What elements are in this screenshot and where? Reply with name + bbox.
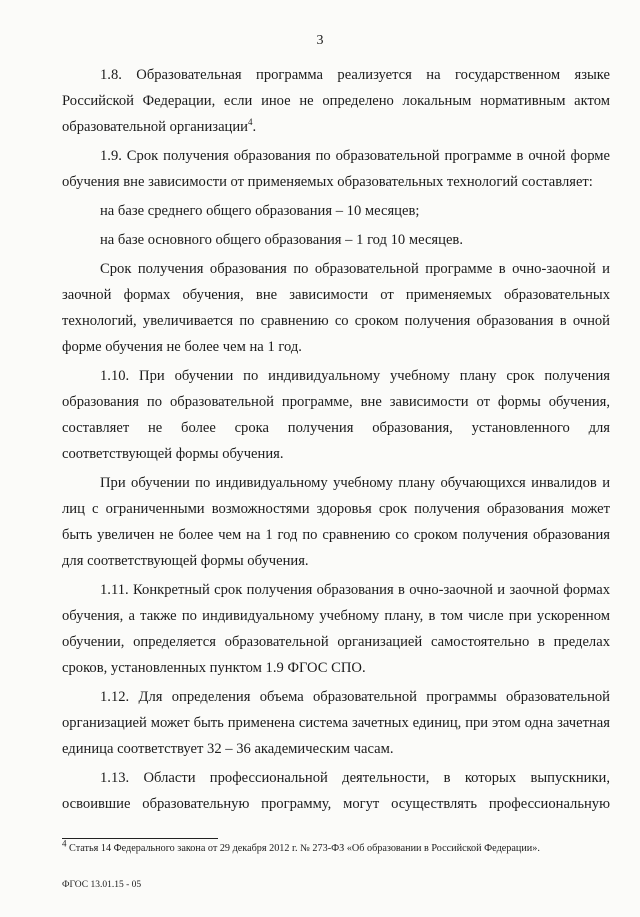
document-code: ФГОС 13.01.15 - 05 <box>62 880 142 890</box>
paragraph-term-secondary: на базе среднего общего образования – 10 месяцев; <box>100 203 420 219</box>
footnote-reference: 4 <box>247 117 253 128</box>
page-number: 3 <box>316 33 324 48</box>
paragraph-1-12: 1.12. Для определения объема образовательной программы образовательной организацией может быть применена система зачетных единиц, при этом одна зачетная единица соответствует 32 – 36 академическим часам. <box>62 689 610 757</box>
footnote-text: Статья 14 Федерального закона от 29 декабря 2012 г. № 273-ФЗ «Об образовании в Российской Федерации». <box>66 843 540 854</box>
paragraph-1-11: 1.11. Конкретный срок получения образования в очно-заочной и заочной формах обучения, а также по индивидуальному учебному плану, в том числе при ускоренном обучении, определяется образовательной организацией самостоятельно в пределах сроков, установленных пунктом 1.9 ФГОС СПО. <box>62 582 610 676</box>
paragraph-term-basic: на базе основного общего образования – 1 год 10 месяцев. <box>100 232 463 248</box>
footnote-number: 4 <box>62 838 67 849</box>
footnote <box>62 838 622 856</box>
paragraph-1-8: 1.8. Образовательная программа реализуется на государственном языке Российской Федерации, если иное не определено локальным нормативным актом образовательной организации$^4$. <box>62 67 610 135</box>
document-body <box>62 62 610 820</box>
paragraph-disabled-students: При обучении по индивидуальному учебному плану обучающихся инвалидов и лиц с ограниченными возможностями здоровья срок получения образования может быть увеличен не более чем на 1 год по сравнению со сроком получения образования для соответствующей формы обучения. <box>62 475 610 569</box>
paragraph-term-part-time: Срок получения образования по образовательной программе в очно-заочной и заочной формах обучения, вне зависимости от применяемых образовательных технологий, увеличивается по сравнению со сроком получения образования в очной форме обучения не более чем на 1 год. <box>62 261 610 355</box>
paragraph-1-13: 1.13. Области профессиональной деятельности, в которых выпускники, освоившие образовательную программу, могут осуществлять профессиональную <box>62 770 610 812</box>
paragraph-1-8-text: 1.8. Образовательная программа реализуется на государственном языке Российской Федерации, если иное не определено локальным нормативным актом образовательной организации <box>62 67 610 135</box>
paragraph-1-9: 1.9. Срок получения образования по образовательной программе в очной форме обучения вне зависимости от применяемых образовательных технологий составляет: <box>62 148 610 190</box>
paragraph-1-10: 1.10. При обучении по индивидуальному учебному плану срок получения образования по образовательной программе, вне зависимости от формы обучения, составляет не более срока получения образования, установленного для соответствующей формы обучения. <box>62 368 610 462</box>
footnote-divider <box>62 838 218 839</box>
